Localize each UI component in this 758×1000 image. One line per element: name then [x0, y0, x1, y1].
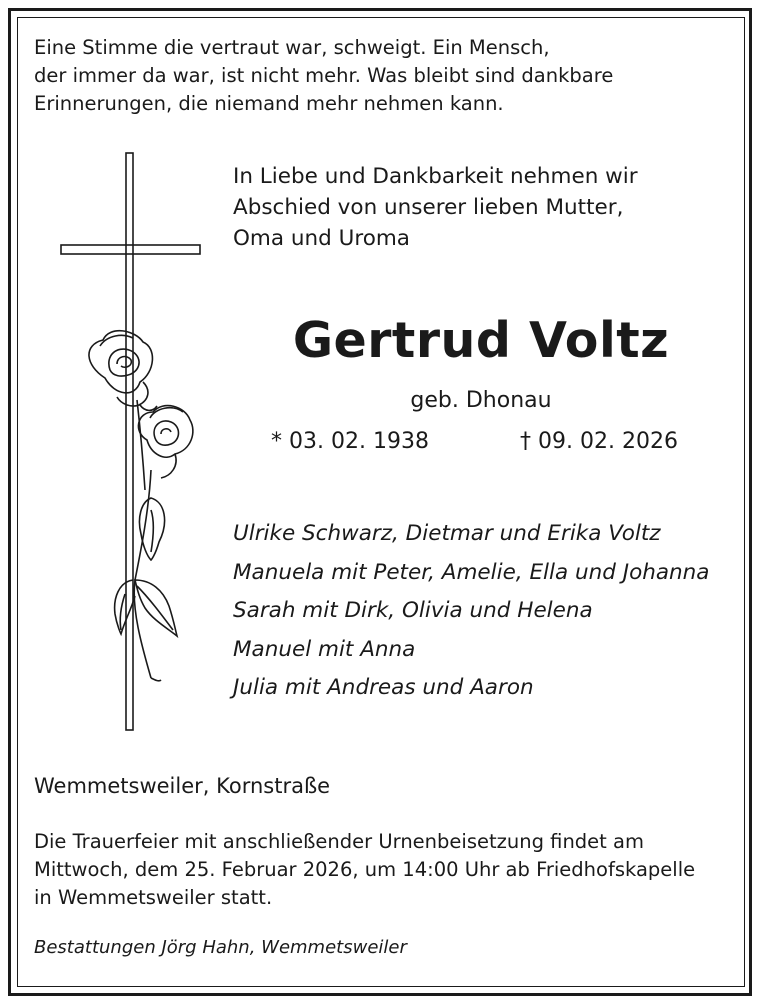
deceased-name: Gertrud Voltz: [292, 312, 670, 369]
mourners-list: [233, 515, 709, 708]
intro-verse: [34, 34, 613, 118]
intro-line: Erinnerungen, die niemand mehr nehmen kann.: [34, 92, 504, 115]
mourner-line: Sarah mit Dirk, Olivia und Helena: [233, 598, 593, 623]
maiden-name: geb. Dhonau: [410, 388, 552, 413]
mourner-line: Manuel mit Anna: [233, 636, 416, 662]
undertaker: Bestattungen Jörg Hahn, Wemmetsweiler: [34, 937, 407, 958]
service-line: Mittwoch, dem 25. Februar 2026, um 14:00 Uhr ab Friedhofskapelle: [34, 858, 696, 881]
service-line: Die Trauerfeier mit anschließender Urnenbeisetzung findet am: [34, 830, 644, 853]
lead-line: In Liebe und Dankbarkeit nehmen wir: [233, 164, 638, 189]
lead-line: Abschied von unserer lieben Mutter,: [233, 195, 624, 220]
service-line: in Wemmetsweiler statt.: [34, 886, 273, 909]
announcement-lead: [233, 161, 638, 254]
address: Wemmetsweiler, Kornstraße: [34, 774, 331, 798]
lead-line: Oma und Uroma: [233, 226, 410, 251]
cross-with-roses-icon: [55, 150, 215, 740]
intro-line: der immer da war, ist nicht mehr. Was bleibt sind dankbare: [34, 64, 614, 87]
birth-date: * 03. 02. 1938: [271, 429, 429, 454]
funeral-service-info: [34, 828, 695, 912]
mourner-line: Ulrike Schwarz, Dietmar und Erika Voltz: [233, 521, 661, 546]
mourner-line: Julia mit Andreas und Aaron: [233, 675, 534, 700]
intro-line: Eine Stimme die vertraut war, schweigt. Ein Mensch,: [34, 36, 550, 59]
mourner-line: Manuela mit Peter, Amelie, Ella und Johanna: [233, 559, 710, 585]
death-date: † 09. 02. 2026: [520, 429, 678, 454]
